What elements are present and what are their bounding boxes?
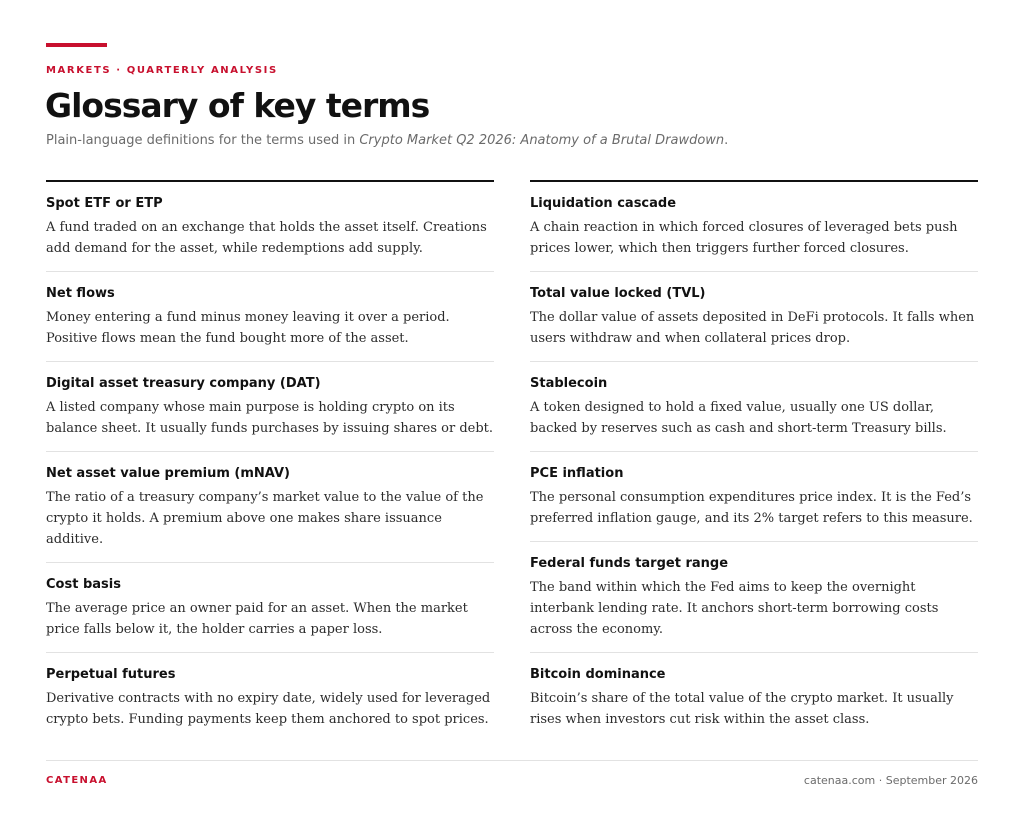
- glossary-entry: [530, 361, 978, 451]
- page-title: Glossary of key terms: [45, 86, 430, 125]
- footer-divider: [46, 760, 978, 761]
- glossary-term: Total value locked (TVL): [530, 286, 706, 301]
- glossary-definition: The ratio of a treasury company’s market value to the value of the crypto it holds. A premium above one makes share issuance additive.: [46, 490, 484, 547]
- glossary-right-column: [530, 180, 978, 742]
- subtitle-prefix: Plain-language definitions for the terms used in: [46, 133, 360, 148]
- glossary-entry: [46, 562, 494, 652]
- glossary-definition: A listed company whose main purpose is holding crypto on its balance sheet. It usually funds purchases by issuing shares or debt.: [46, 400, 494, 436]
- glossary-definition: The personal consumption expenditures price index. It is the Fed’s preferred inflation gauge, and its 2% target refers to this measure.: [530, 490, 973, 526]
- glossary-term: Net asset value premium (mNAV): [46, 466, 290, 481]
- glossary-term: Cost basis: [46, 577, 121, 592]
- glossary-definition: Bitcoin’s share of the total value of the crypto market. It usually rises when investors cut risk within the asset class.: [530, 691, 954, 727]
- glossary-definition: A token designed to hold a fixed value, usually one US dollar, backed by reserves such as cash and short-term Treasury bills.: [530, 400, 947, 436]
- glossary-term: Digital asset treasury company (DAT): [46, 376, 321, 391]
- section-kicker: MARKETS · QUARTERLY ANALYSIS: [46, 65, 278, 76]
- glossary-entry: [530, 182, 978, 271]
- glossary-term: Stablecoin: [530, 376, 608, 391]
- glossary-entry: [46, 451, 494, 562]
- glossary-entry: [530, 652, 978, 742]
- glossary-term: Bitcoin dominance: [530, 667, 666, 682]
- glossary-term: Liquidation cascade: [530, 196, 677, 211]
- glossary-definition: Money entering a fund minus money leaving it over a period. Positive flows mean the fund bought more of the asset.: [46, 310, 450, 346]
- glossary-entry: [46, 652, 494, 742]
- glossary-term: PCE inflation: [530, 466, 624, 481]
- glossary-entry: [46, 271, 494, 361]
- glossary-term: Spot ETF or ETP: [46, 196, 163, 211]
- glossary-left-column: [46, 180, 494, 742]
- glossary-entry: [46, 182, 494, 271]
- glossary-term: Net flows: [46, 286, 115, 301]
- article-title: Crypto Market Q2 2026: Anatomy of a Brutal Drawdown: [359, 133, 725, 148]
- glossary-entry: [530, 271, 978, 361]
- glossary-definition: Derivative contracts with no expiry date, widely used for leveraged crypto bets. Funding payments keep them anchored to spot prices.: [46, 691, 491, 727]
- glossary-definition: The dollar value of assets deposited in DeFi protocols. It falls when users withdraw and when collateral prices drop.: [530, 310, 975, 346]
- glossary-term: Perpetual futures: [46, 667, 176, 682]
- glossary-entry: [46, 361, 494, 451]
- page-subtitle: [46, 133, 728, 148]
- brand-logo: CATENAA: [46, 775, 108, 786]
- glossary-definition: The average price an owner paid for an asset. When the market price falls below it, the holder carries a paper loss.: [46, 601, 468, 637]
- glossary-entry: [530, 451, 978, 541]
- glossary-definition: A fund traded on an exchange that holds the asset itself. Creations add demand for the asset, while redemptions add supply.: [46, 220, 487, 256]
- glossary-definition: The band within which the Fed aims to keep the overnight interbank lending rate. It anchors short-term borrowing costs across the economy.: [530, 580, 939, 637]
- glossary-entry: [530, 541, 978, 652]
- footer-credit: catenaa.com · September 2026: [803, 774, 978, 787]
- glossary-definition: A chain reaction in which forced closures of leveraged bets push prices lower, which then triggers further forced closures.: [530, 220, 958, 256]
- accent-bar: [46, 43, 107, 47]
- glossary-term: Federal funds target range: [530, 556, 729, 571]
- subtitle-suffix: .: [724, 133, 729, 148]
